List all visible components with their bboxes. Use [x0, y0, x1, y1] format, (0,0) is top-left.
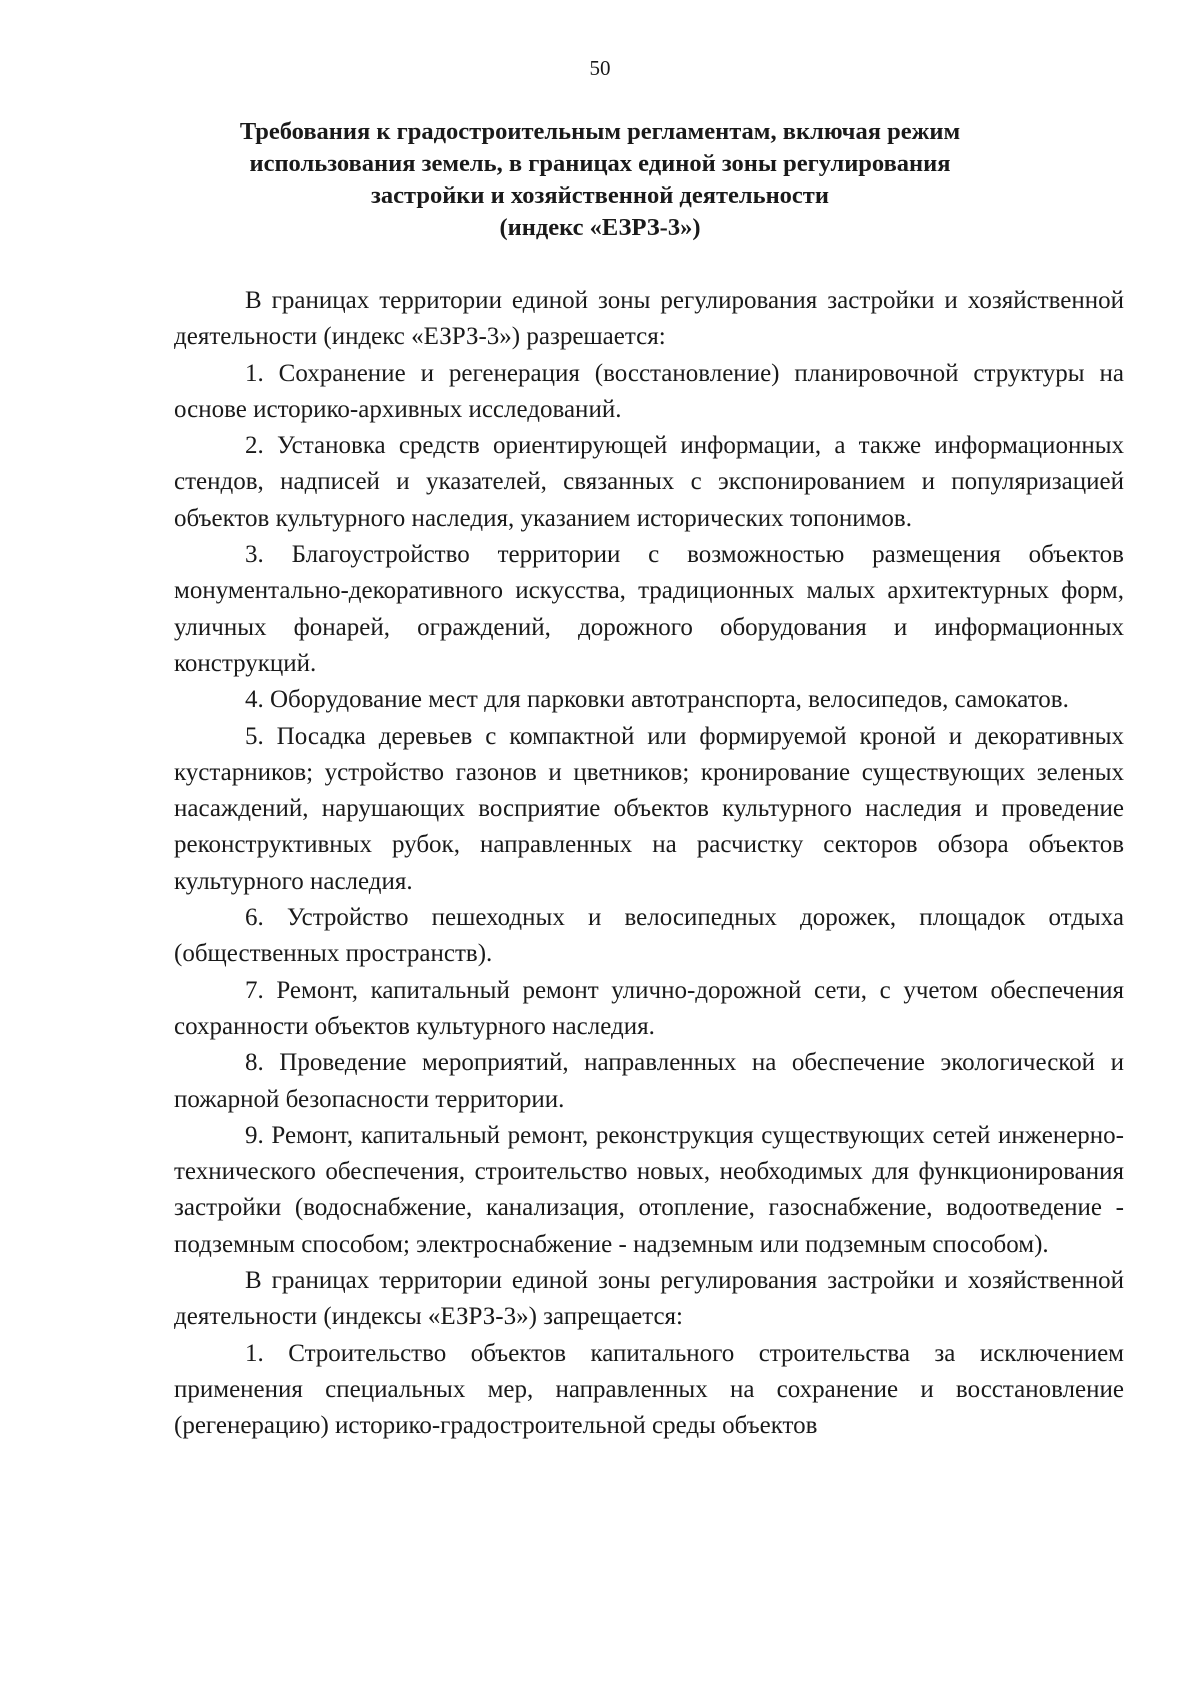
allowed-item-9: 9. Ремонт, капитальный ремонт, реконструкция существующих сетей инженерно-технического обеспечения, строительство новых, необходимых для функционирования застройки (водоснабжение, канализация, отопление, газоснабжение, водоотведение - подземным способом; электроснабжение - надземным или подземным способом).	[174, 1121, 1124, 1258]
allowed-item-3: 3. Благоустройство территории с возможностью размещения объектов монументально-декоративного искусства, традиционных малых архитектурных форм, уличных фонарей, ограждений, дорожного оборудования и информационных конструкций.	[174, 541, 1124, 677]
document-title	[160, 116, 1040, 244]
allowed-item-2: 2. Установка средств ориентирующей информации, а также информационных стендов, надписей и указателей, связанных с экспонированием и популяризацией объектов культурного наследия, указанием исторических топонимов.	[174, 432, 1124, 532]
intro-prohibited-paragraph: В границах территории единой зоны регулирования застройки и хозяйственной деятельности (индексы «ЕЗРЗ-3») запрещается:	[174, 1267, 1124, 1331]
title-line: застройки и хозяйственной деятельности	[371, 182, 829, 209]
allowed-item-6: 6. Устройство пешеходных и велосипедных дорожек, площадок отдыха (общественных пространств).	[174, 904, 1124, 968]
page-number: 50	[589, 56, 611, 80]
allowed-item-4: 4. Оборудование мест для парковки автотранспорта, велосипедов, самокатов.	[245, 686, 1069, 714]
title-line: (индекс «ЕЗРЗ-3»)	[499, 214, 701, 241]
allowed-item-1: 1. Сохранение и регенерация (восстановление) планировочной структуры на основе историко-архивных исследований.	[174, 359, 1124, 423]
document-body	[174, 283, 1124, 1445]
allowed-item-5: 5. Посадка деревьев с компактной или формируемой кроной и декоративных кустарников; устройство газонов и цветников; кронирование существующих зеленых насаждений, нарушающих восприятие объектов культурного наследия и проведение реконструктивных рубок, направленных на расчистку секторов обзора объектов культурного наследия.	[174, 722, 1124, 895]
prohibited-item-1: 1. Строительство объектов капитального строительства за исключением применения специальных мер, направленных на сохранение и восстановление (регенерацию) историко-градостроительной среды объектов	[174, 1339, 1124, 1440]
title-line: использования земель, в границах единой зоны регулирования	[249, 150, 951, 177]
intro-allowed-paragraph: В границах территории единой зоны регулирования застройки и хозяйственной деятельности (индекс «ЕЗРЗ-3») разрешается:	[174, 287, 1124, 351]
allowed-item-7: 7. Ремонт, капитальный ремонт улично-дорожной сети, с учетом обеспечения сохранности объектов культурного наследия.	[174, 976, 1124, 1040]
title-line: Требования к градостроительным регламентам, включая режим	[239, 118, 961, 145]
allowed-item-8: 8. Проведение мероприятий, направленных на обеспечение экологической и пожарной безопасности территории.	[174, 1049, 1124, 1113]
